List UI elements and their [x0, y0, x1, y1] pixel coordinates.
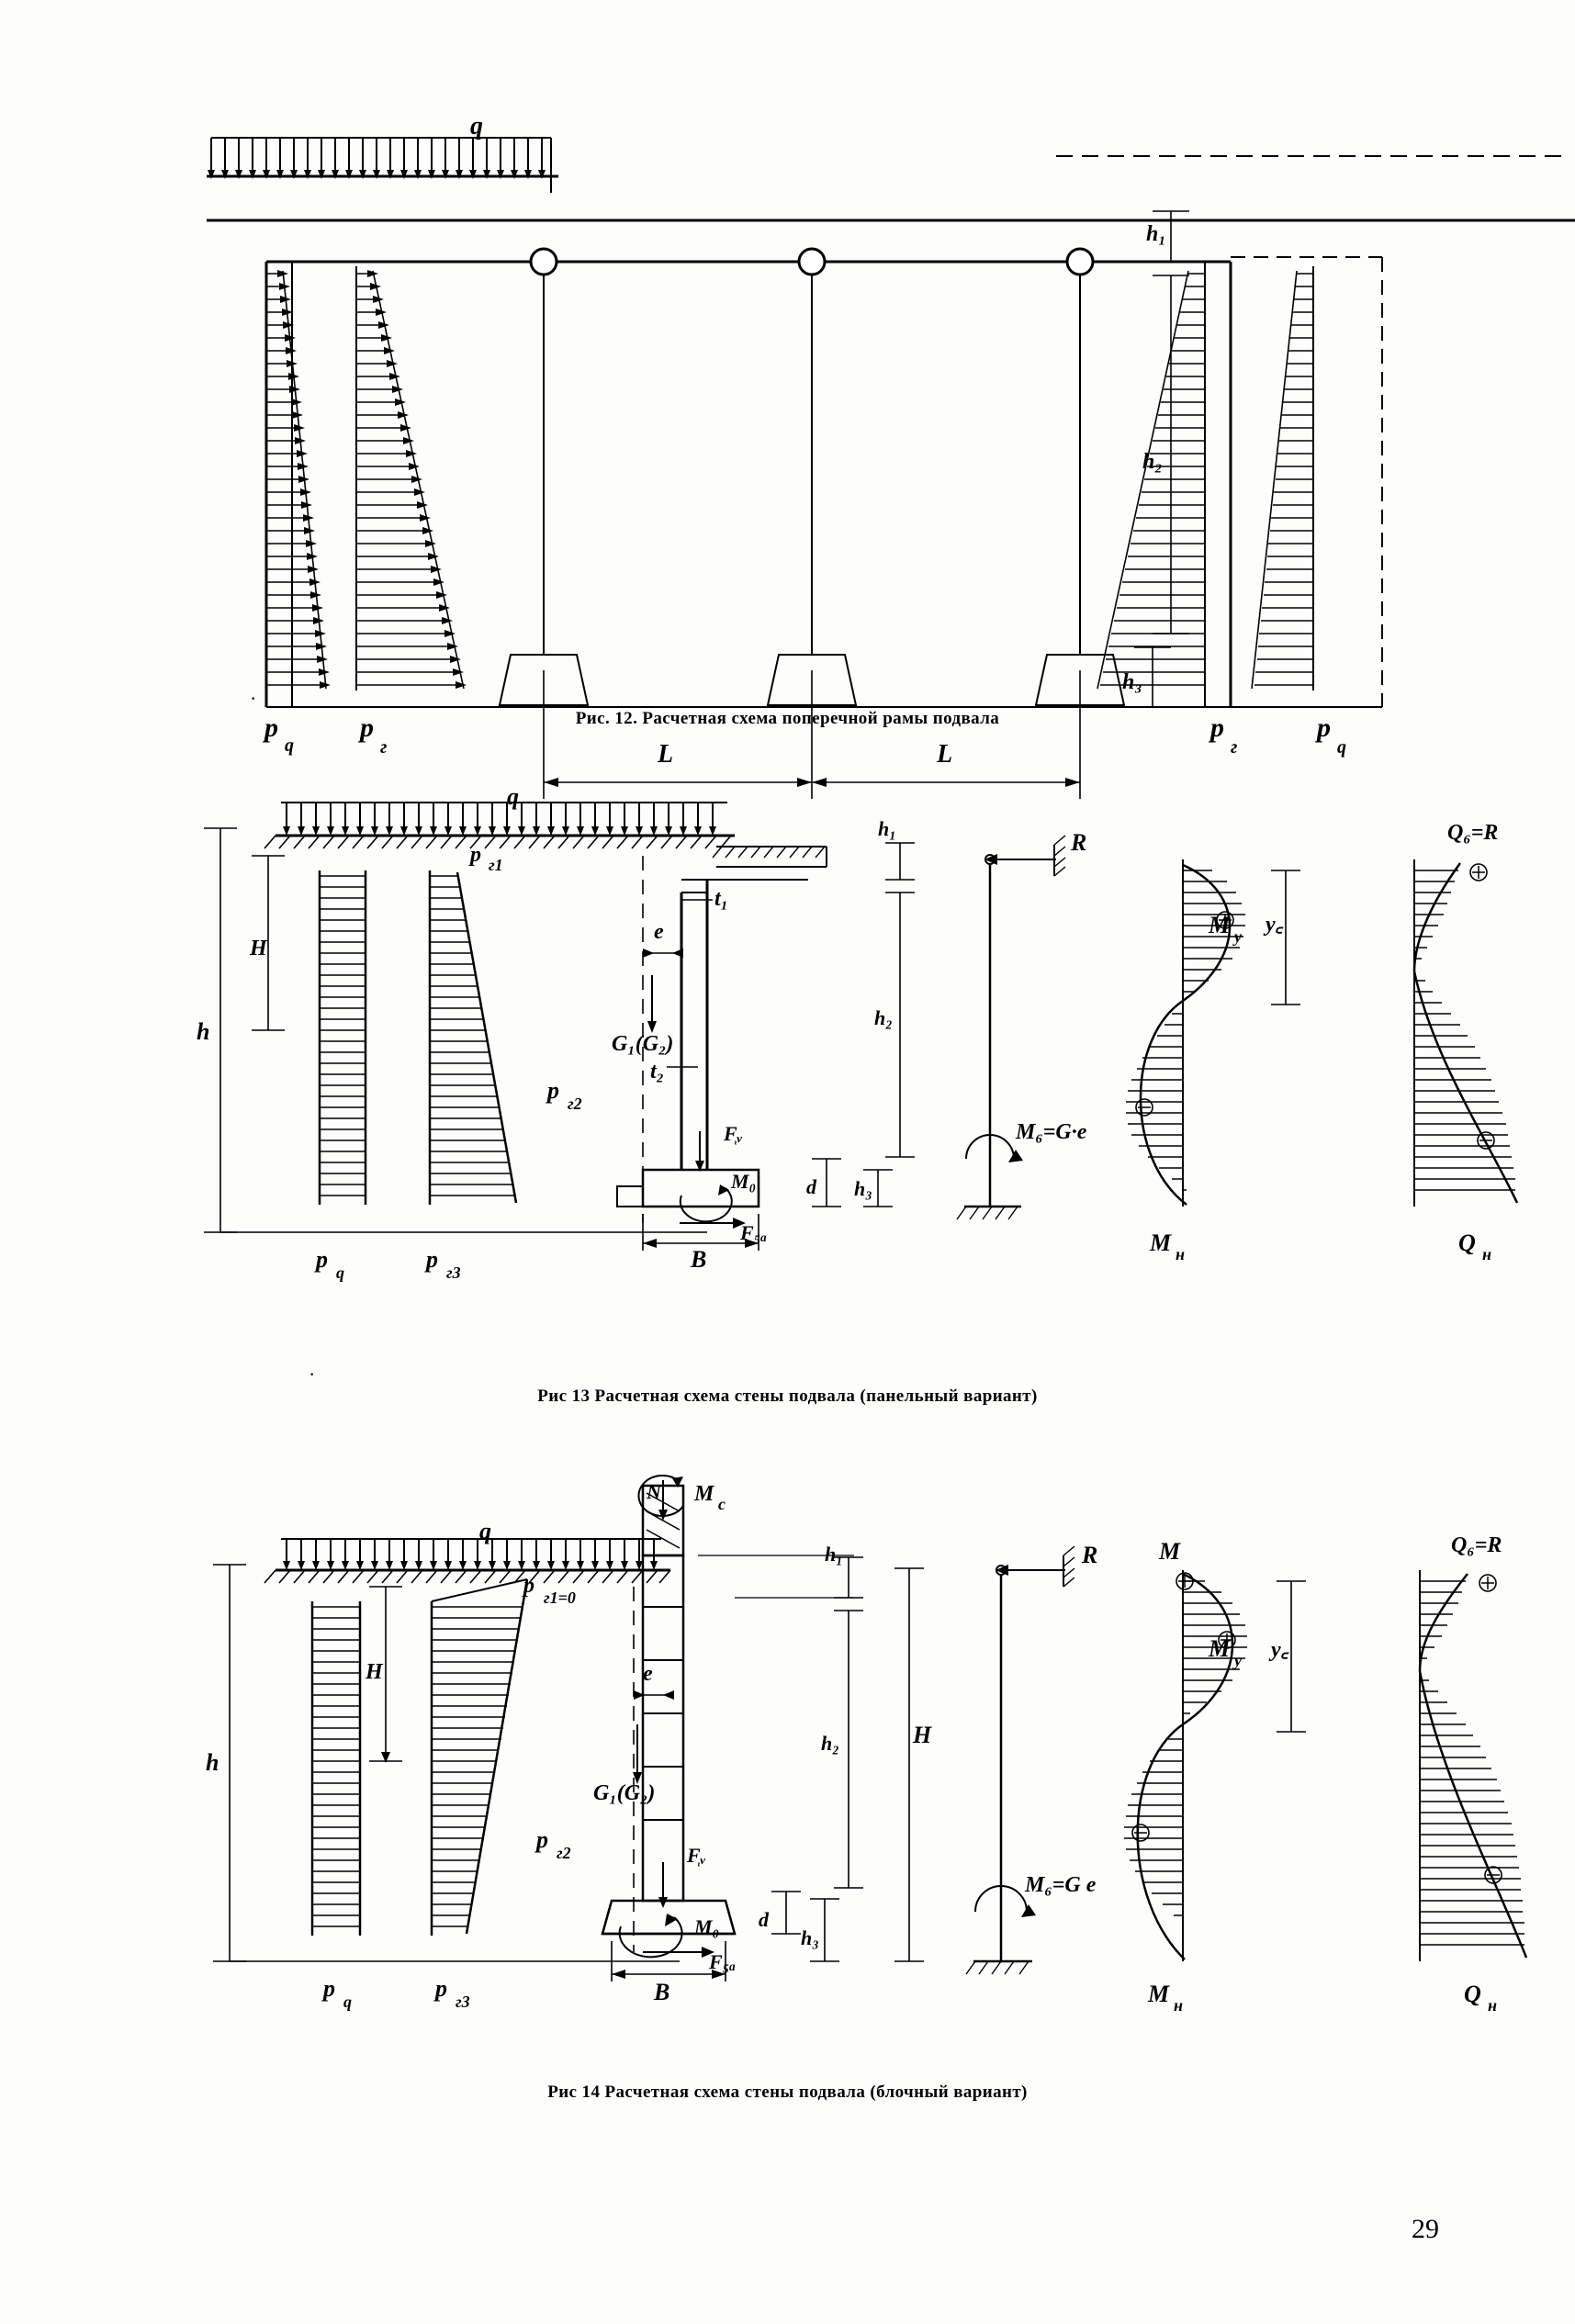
- fig13-label-pq-sub: q: [336, 1263, 344, 1282]
- fig14-label-MH-sub: н: [1174, 1996, 1183, 2015]
- fig14-label-Fv: F᷂ᵥ: [687, 1844, 706, 1867]
- fig13-label-h1: h₁: [878, 817, 896, 840]
- fig13-label-q: q: [507, 783, 519, 810]
- fig13-label-t1: t₁: [714, 887, 729, 911]
- fig14-label-M: M: [1159, 1538, 1181, 1565]
- fig13-label-h2: h₂: [874, 1006, 893, 1029]
- fig14-label-Mc: M: [694, 1482, 714, 1506]
- fig12-label-q: q: [470, 112, 483, 140]
- figure-14: [0, 1467, 1575, 2073]
- fig14-label-H-left: Н: [366, 1660, 383, 1684]
- fig14-label-B: B: [654, 1979, 670, 2005]
- fig13-label-pg1-sub: г1: [489, 856, 503, 874]
- fig13-label-QB: Q₆=R: [1447, 821, 1499, 845]
- fig14-label-h2: h₂: [821, 1732, 839, 1755]
- fig13-label-QH: Q: [1458, 1229, 1476, 1256]
- fig13-label-pg2-sub: г2: [568, 1095, 582, 1113]
- fig14-label-QH: Q: [1464, 1981, 1481, 2007]
- fig14-label-q: q: [479, 1518, 491, 1544]
- fig14-label-MH: M: [1148, 1981, 1170, 2007]
- fig13-label-H: Н: [250, 937, 267, 960]
- fig13-label-pq: p: [316, 1246, 328, 1273]
- fig12-label-pq-left: p: [264, 713, 278, 743]
- fig14-label-d: d: [759, 1908, 769, 1931]
- fig12-label-pg-left: p: [360, 713, 374, 743]
- fig13-label-pg3: p: [426, 1246, 438, 1273]
- fig13-label-h3: h₃: [854, 1177, 872, 1200]
- fig13-label-t2: t₂: [650, 1060, 665, 1083]
- fig13-label-h: h: [197, 1018, 210, 1045]
- fig14-label-N: N: [647, 1480, 661, 1503]
- fig14-label-H: Н: [913, 1722, 932, 1748]
- fig14-label-QB: Q₆=R: [1451, 1533, 1502, 1557]
- fig14-label-pg1: p: [523, 1574, 534, 1598]
- fig14-label-pg3: p: [435, 1975, 447, 2002]
- fig14-label-Mc-sub: с: [718, 1495, 726, 1513]
- fig12-label-h1: h₁: [1146, 222, 1166, 246]
- fig14-label-h3: h₃: [801, 1926, 819, 1949]
- fig14-label-h1: h₁: [825, 1543, 843, 1566]
- fig12-label-span-right: L: [937, 740, 953, 769]
- fig13-label-e: e: [654, 920, 664, 944]
- fig13-label-B: B: [691, 1246, 707, 1273]
- figure-13: [0, 783, 1575, 1324]
- fig13-label-R: R: [1071, 829, 1087, 856]
- fig14-label-pg2: p: [536, 1826, 548, 1853]
- page-number: 29: [1412, 2214, 1439, 2244]
- fig12-label-pq-right: p: [1317, 713, 1331, 743]
- fig13-label-My-sub: у: [1234, 927, 1242, 946]
- fig14-label-h: h: [206, 1749, 219, 1776]
- fig14-label-e: e: [643, 1662, 653, 1686]
- fig13-label-Fv: F᷂ᵥ: [724, 1122, 743, 1145]
- fig14-label-My-sub: у: [1234, 1651, 1242, 1669]
- fig12-label-pg-right: p: [1210, 713, 1224, 743]
- fig13-label-M0: M₀: [731, 1170, 757, 1193]
- fig13-label-pg1: p: [470, 843, 481, 867]
- fig12-label-span-left: L: [658, 740, 674, 769]
- fig14-label-QH-sub: н: [1488, 1996, 1497, 2015]
- fig13-label-MB: M₆=G·e: [1016, 1120, 1087, 1144]
- fig13-label-MH: M: [1150, 1229, 1172, 1256]
- fig13-label-My: M: [1209, 912, 1231, 938]
- fig14-label-pg3-sub: г3: [456, 1993, 470, 2011]
- fig14-label-G: G₁(G₂): [593, 1781, 656, 1805]
- fig14-label-MB: M₆=G e: [1025, 1873, 1097, 1897]
- fig12-label-pg-right-sub: г: [1231, 737, 1238, 758]
- fig13-label-MH-sub: н: [1176, 1245, 1185, 1263]
- figure-12-caption: Рис. 12. Расчетная схема поперечной рамы подвала: [575, 709, 1000, 728]
- fig12-label-pq-right-sub: q: [1337, 737, 1346, 758]
- fig13-label-Fsa: F₅ₐ: [740, 1221, 767, 1244]
- fig14-label-pq: p: [323, 1975, 335, 2002]
- figure-14-caption: Рис 14 Расчетная схема стены подвала (блочный вариант): [547, 2083, 1028, 2102]
- fig14-label-M0: M₀: [694, 1915, 720, 1938]
- fig12-label-h3: h₃: [1122, 670, 1142, 694]
- fig14-label-yc: y꜀: [1271, 1638, 1288, 1662]
- fig12-label-pq-left-sub: q: [285, 735, 294, 756]
- stray-mark-2: ·: [309, 1363, 316, 1386]
- fig14-label-Fsa: F₅ₐ: [709, 1950, 736, 1973]
- fig14-label-pq-sub: q: [343, 1993, 352, 2011]
- figure-13-caption: Рис 13 Расчетная схема стены подвала (панельный вариант): [537, 1387, 1038, 1406]
- fig13-label-pg2: p: [547, 1077, 559, 1104]
- figure-14-drawing: [0, 1467, 1575, 2073]
- fig14-label-pg2-sub: г2: [557, 1844, 571, 1862]
- fig12-label-pg-left-sub: г: [380, 737, 388, 758]
- fig14-label-My: M: [1209, 1635, 1231, 1662]
- fig12-label-h2: h₂: [1142, 450, 1163, 474]
- fig13-label-d: d: [806, 1175, 816, 1198]
- figure-13-drawing: [0, 783, 1575, 1324]
- fig14-label-R: R: [1082, 1542, 1098, 1568]
- fig14-label-pg1-sub: г1=0: [544, 1589, 576, 1607]
- fig13-label-yc: y꜀: [1266, 913, 1283, 937]
- fig13-label-G: G₁(G₂): [612, 1032, 674, 1056]
- fig13-label-pg3-sub: г3: [446, 1263, 461, 1282]
- fig13-label-QH-sub: н: [1482, 1245, 1491, 1263]
- stray-mark-1: ·: [250, 687, 257, 710]
